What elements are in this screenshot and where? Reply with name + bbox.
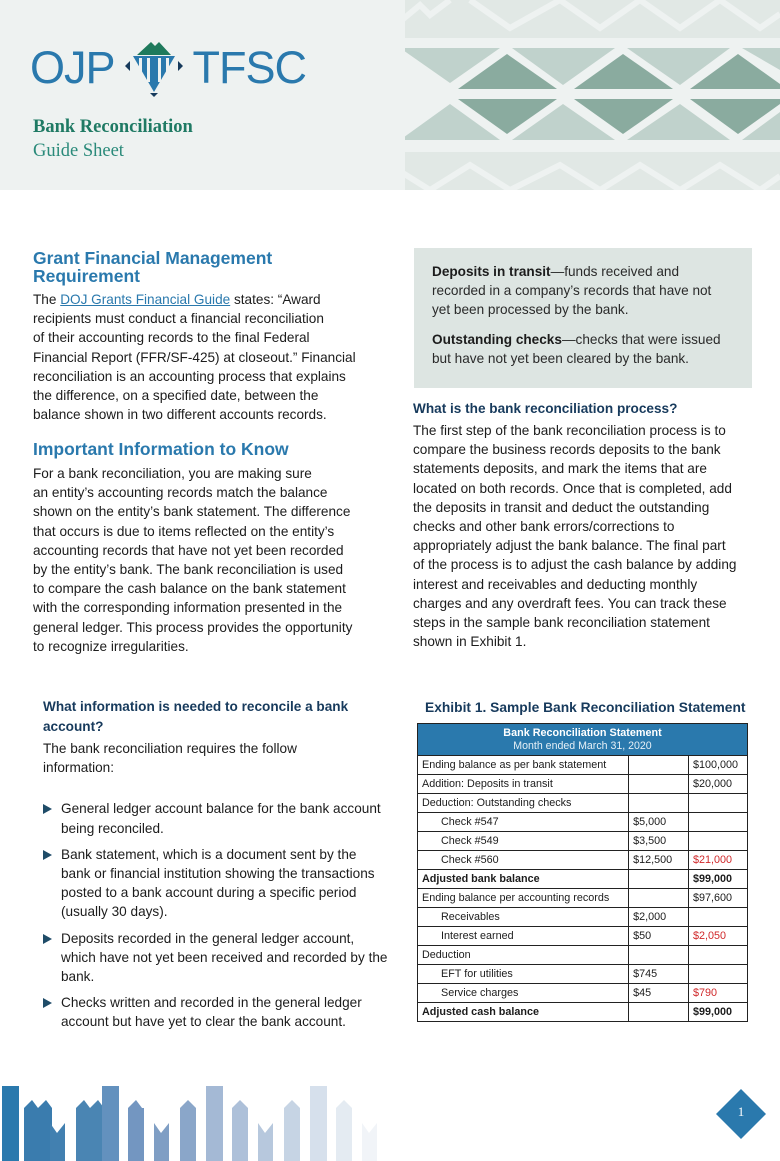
row-total: $100,000 (689, 756, 748, 775)
paragraph-line: to compare the cash balance on the bank statement (33, 581, 346, 597)
paragraph-line: The bank reconciliation requires the follow (43, 741, 297, 756)
row-label: Ending balance per accounting records (418, 889, 629, 908)
table-row (418, 889, 748, 908)
ojp-tfsc-logo (30, 36, 306, 98)
row-label: Check #560 (418, 851, 629, 870)
definitions-callout (414, 248, 752, 388)
section-heading-grant-requirement (33, 249, 383, 285)
row-total: $2,050 (689, 927, 748, 946)
table-row (418, 756, 748, 775)
row-total: $99,000 (689, 1003, 748, 1022)
bank-reconciliation-table (417, 723, 748, 1022)
bullet-arrow-icon (43, 804, 52, 814)
paragraph-line: reconciliation is an accounting process that explains (33, 368, 346, 384)
list-item (43, 845, 388, 922)
heading-line: account? (43, 719, 104, 734)
heading-line: Grant Financial Management (33, 248, 273, 268)
row-amount (629, 889, 689, 908)
row-amount (629, 756, 689, 775)
row-label: Adjusted cash balance (418, 1003, 629, 1022)
row-label: Interest earned (418, 927, 629, 946)
paragraph-line: compare the business records deposits to the bank (413, 442, 721, 458)
document-subtitle: Guide Sheet (33, 141, 124, 161)
list-item (43, 993, 388, 1031)
row-label: Deduction (418, 946, 629, 965)
row-amount (629, 946, 689, 965)
ojp-tfsc-mountain-pillar-icon (121, 36, 187, 98)
row-amount: $50 (629, 927, 689, 946)
row-total (689, 965, 748, 984)
section-important-information (33, 440, 383, 656)
information-needed-list (43, 799, 388, 1031)
row-amount: $3,500 (629, 832, 689, 851)
row-amount: $12,500 (629, 851, 689, 870)
bullet-arrow-icon (43, 998, 52, 1008)
paragraph-line: to recognize irregularities. (33, 638, 189, 654)
paragraph-line: interest and receivables and deducting monthly (413, 576, 698, 592)
row-label: Adjusted bank balance (418, 870, 629, 889)
paragraph-line: general ledger. This process provides the opportunity (33, 619, 353, 635)
table-row (418, 870, 748, 889)
heading-line: Requirement (33, 266, 140, 286)
row-amount (629, 870, 689, 889)
doj-grants-financial-guide-link[interactable]: DOJ Grants Financial Guide (60, 292, 231, 307)
paragraph-line: of the process is to adjust the cash balance by adding (413, 557, 737, 573)
definition-line: yet been processed by the bank. (432, 302, 629, 318)
paragraph-line: balance shown in two different accounts records. (33, 407, 327, 423)
row-label: Ending balance as per bank statement (418, 756, 629, 775)
row-label: Addition: Deposits in transit (418, 775, 629, 794)
paragraph-line: of their accounting records to the final Federal (33, 330, 310, 346)
paragraph-line: statements deposits, and mark the items that are (413, 461, 707, 477)
row-total: $20,000 (689, 775, 748, 794)
row-total: $99,000 (689, 870, 748, 889)
row-label: Check #547 (418, 813, 629, 832)
row-amount (629, 794, 689, 813)
table-subtitle: Month ended March 31, 2020 (513, 740, 652, 752)
text-span: states: “Award (230, 292, 321, 307)
row-total (689, 794, 748, 813)
row-label: EFT for utilities (418, 965, 629, 984)
bullet-arrow-icon (43, 850, 52, 860)
section-information-needed (43, 697, 388, 1039)
exhibit-title: Exhibit 1. Sample Bank Reconciliation Statement (425, 700, 746, 715)
paragraph-line (33, 290, 383, 309)
table-row (418, 984, 748, 1003)
paragraph-line: by the entity’s bank. The bank reconciliation is used (33, 562, 344, 578)
paragraph-line: the deposits in transit and deduct the outstanding (413, 499, 710, 515)
text-span: The (33, 292, 61, 307)
list-line: which have not yet been received and recorded by the (61, 949, 388, 965)
section-heading-reconciliation-process: What is the bank reconciliation process? (413, 401, 678, 416)
row-label: Deduction: Outstanding checks (418, 794, 629, 813)
document-title: Bank Reconciliation (33, 117, 193, 137)
table-row (418, 965, 748, 984)
grant-requirement-paragraph (33, 290, 383, 424)
list-line: General ledger account balance for the bank account (61, 801, 381, 817)
paragraph-line: The first step of the bank reconciliation process is to (413, 423, 726, 438)
row-total: $21,000 (689, 851, 748, 870)
definition-text: —checks that were issued (561, 331, 721, 347)
definition-term: Outstanding checks (432, 331, 562, 347)
section-grant-requirement (33, 249, 383, 424)
list-line: account but have yet to clear the bank account. (61, 1014, 346, 1030)
list-item (43, 799, 388, 837)
definition-line: recorded in a company’s records that have not (432, 283, 712, 299)
row-total: $790 (689, 984, 748, 1003)
row-total: $97,600 (689, 889, 748, 908)
important-information-paragraph (33, 464, 383, 656)
paragraph-line: an entity’s accounting records match the balance (33, 485, 328, 501)
logo-ojp-text: OJP (30, 41, 115, 93)
row-amount: $745 (629, 965, 689, 984)
definition-deposits-in-transit (432, 262, 734, 320)
paragraph-line: that occurs is due to items reflected on the entity’s (33, 523, 335, 539)
row-total (689, 946, 748, 965)
row-label: Check #549 (418, 832, 629, 851)
definition-line (432, 262, 734, 281)
paragraph-line: with the corresponding information presented in the (33, 600, 343, 616)
paragraph-line: located on both records. Once that is completed, add (413, 480, 732, 496)
section-heading-information-needed (43, 697, 388, 737)
section-reconciliation-process (413, 399, 763, 651)
table-row (418, 927, 748, 946)
list-line: bank. (61, 969, 95, 985)
page-header (0, 0, 780, 190)
row-amount: $5,000 (629, 813, 689, 832)
information-needed-intro (43, 739, 388, 777)
bullet-arrow-icon (43, 934, 52, 944)
paragraph-line: shown on the entity’s bank statement. The difference (33, 504, 351, 520)
paragraph-line: information: (43, 760, 115, 776)
paragraph-line: steps in the sample bank reconciliation statement (413, 615, 710, 631)
table-row (418, 908, 748, 927)
heading-line: What information is needed to reconcile a bank (43, 699, 349, 714)
row-total (689, 832, 748, 851)
row-label: Service charges (418, 984, 629, 1003)
paragraph-line: recipients must conduct a financial reconciliation (33, 311, 324, 327)
row-amount: $2,000 (629, 908, 689, 927)
list-line: Deposits recorded in the general ledger account, (61, 930, 355, 946)
row-amount: $45 (629, 984, 689, 1003)
definition-outstanding-checks (432, 330, 734, 368)
reconciliation-process-paragraph (413, 421, 763, 651)
list-line: bank or financial institution showing the transactions (61, 866, 375, 882)
table-row (418, 832, 748, 851)
table-row (418, 851, 748, 870)
definition-term: Deposits in transit (432, 264, 551, 279)
list-line: being reconciled. (61, 820, 164, 836)
paragraph-line: Financial Report (FFR/SF-425) at closeout.” Financial (33, 349, 356, 365)
row-amount (629, 775, 689, 794)
definition-text: —funds received and (550, 264, 680, 279)
list-line: Checks written and recorded in the general ledger (61, 995, 362, 1011)
table-row (418, 1003, 748, 1022)
list-item (43, 929, 388, 987)
section-heading-important-information: Important Information to Know (33, 439, 289, 459)
row-label: Receivables (418, 908, 629, 927)
table-header-row (418, 724, 748, 756)
table-row (418, 775, 748, 794)
paragraph-line: checks and other bank errors/corrections to (413, 519, 675, 535)
paragraph-line: charges and any overdraft fees. You can track these (413, 595, 727, 611)
paragraph-line: appropriately adjust the bank balance. The final part (413, 538, 726, 554)
page-number: 1 (737, 1104, 745, 1119)
fading-pillar-bars-icon (0, 1086, 560, 1161)
definition-line (432, 330, 734, 349)
table-title: Bank Reconciliation Statement (503, 727, 662, 739)
table-header (418, 724, 748, 756)
paragraph-line: For a bank reconciliation, you are making sure (33, 466, 312, 481)
list-line: Bank statement, which is a document sent by the (61, 846, 357, 862)
list-line: posted to a bank account during a specific period (61, 885, 357, 901)
table-row (418, 946, 748, 965)
table-row (418, 794, 748, 813)
paragraph-line: accounting records that have not yet been recorded (33, 542, 344, 558)
logo-tfsc-text: TFSC (192, 41, 307, 93)
row-total (689, 813, 748, 832)
paragraph-line: shown in Exhibit 1. (413, 634, 527, 650)
definition-line: but have not yet been cleared by the bank. (432, 350, 689, 366)
paragraph-line: the difference, on a specified date, between the (33, 388, 319, 404)
list-line: (usually 30 days). (61, 904, 168, 920)
row-total (689, 908, 748, 927)
row-amount (629, 1003, 689, 1022)
table-row (418, 813, 748, 832)
